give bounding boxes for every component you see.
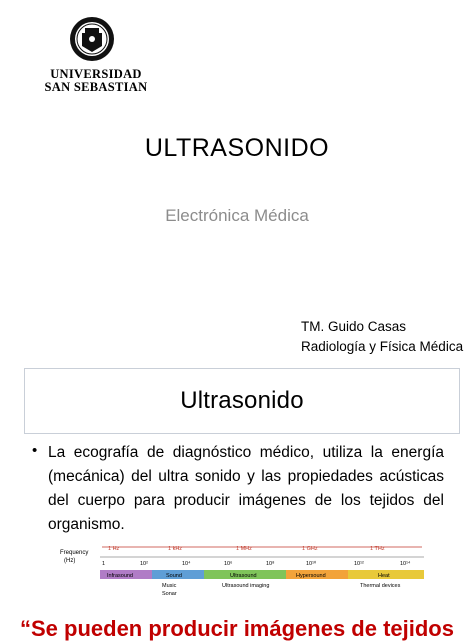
marker-label: 1 GHz	[302, 546, 318, 552]
marker-label: 1 kHz	[168, 546, 183, 552]
application-label: Ultrasound imaging	[222, 583, 270, 589]
author-name: TM. Guido Casas	[301, 319, 407, 334]
band-label: Hypersound	[296, 573, 326, 579]
application-label: Thermal devices	[360, 583, 401, 589]
slide-title: ULTRASONIDO	[144, 134, 330, 162]
tick-label: 10¹⁰	[306, 561, 317, 567]
band-label: Infrasound	[107, 573, 133, 579]
bullet-list-item	[28, 441, 444, 537]
frequency-label: Frequency	[60, 550, 89, 556]
bullet-icon: •	[32, 442, 38, 459]
frequency-unit-label: (Hz)	[64, 558, 76, 564]
content-slide	[0, 361, 474, 641]
frequency-spectrum-diagram	[60, 541, 430, 605]
marker-label: 1 MHz	[236, 546, 252, 552]
slide-subtitle: Electrónica Médica	[165, 206, 309, 225]
marker-label: 1 Hz	[108, 546, 120, 552]
section-title-box	[24, 368, 460, 434]
tick-label: 10²	[140, 561, 148, 567]
quote-text: “Se pueden producir imágenes de tejidos	[20, 616, 454, 641]
marker-label: 1 THz	[370, 546, 385, 552]
university-name-line1: UNIVERSIDAD	[50, 67, 142, 81]
tick-label: 10⁶	[224, 561, 233, 567]
tick-label: 10¹²	[354, 561, 364, 567]
author-role: Radiología y Física Médica	[301, 339, 464, 354]
tick-label: 10⁸	[266, 561, 275, 567]
tick-label: 10¹⁴	[400, 561, 411, 567]
author-block	[301, 317, 463, 357]
band-label: Sound	[166, 573, 182, 579]
bullet-text: La ecografía de diagnóstico médico, utiliza la energía (mecánica) del ultra sonido y las propiedades acústicas del cuerpo para producir imágenes de los tejidos del organismo.	[48, 444, 444, 533]
band-label: Heat	[378, 573, 390, 579]
application-label: Music	[162, 583, 177, 589]
university-name-line2: SAN SEBASTIAN	[44, 80, 148, 94]
application-label: Sonar	[162, 591, 177, 597]
band-label: Ultrasound	[230, 573, 257, 579]
tick-label: 10⁴	[182, 561, 191, 567]
university-name	[36, 68, 156, 94]
section-title: Ultrasonido	[180, 387, 304, 414]
tick-label: 1	[102, 561, 106, 567]
